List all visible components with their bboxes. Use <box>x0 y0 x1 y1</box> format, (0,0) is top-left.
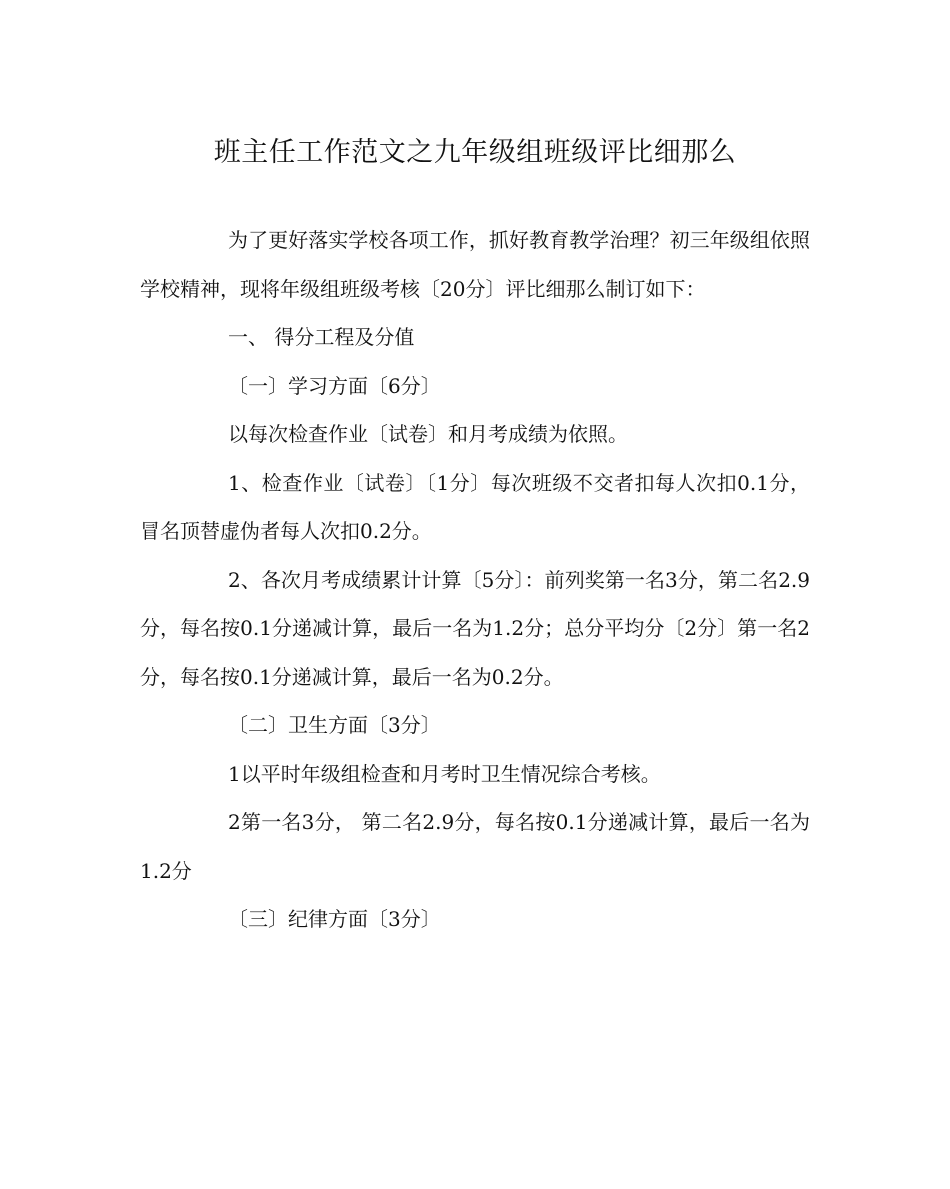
paragraph-subsection-hygiene: 〔二〕卫生方面〔3分〕 <box>228 713 441 737</box>
paragraph-intro: 为了更好落实学校各项工作，抓好教育教学治理？初三年级组依照学校精神，现将年级组班级考核〔20分〕评比细那么制订如下： <box>140 228 810 301</box>
document-title: 班主任工作范文之九年级组班级评比细那么 <box>213 137 737 168</box>
document-body <box>140 216 810 944</box>
paragraph-hygiene-scoring: 2第一名3分， 第二名2.9分，每名按0.1分递减计算，最后一名为1.2分 <box>140 810 810 883</box>
paragraph-homework-rule: 1、检查作业〔试卷〕〔1分〕每次班级不交者扣每人次扣0.1分，冒名顶替虚伪者每人次扣0.2分。 <box>140 470 810 543</box>
paragraph-exam-rule: 2、各次月考成绩累计计算〔5分〕：前列奖第一名3分，第二名2.9分，每名按0.1分递减计算，最后一名为1.2分；总分平均分〔2分〕第一名2分，每名按0.1分递减计算，最后一名为0.2分。 <box>140 567 810 689</box>
paragraph-study-basis: 以每次检查作业〔试卷〕和月考成绩为依照。 <box>228 422 628 446</box>
paragraph-hygiene-basis: 1以平时年级组检查和月考时卫生情况综合考核。 <box>228 761 661 786</box>
paragraph-section-heading: 一、 得分工程及分值 <box>228 325 415 349</box>
paragraph-subsection-discipline: 〔三〕纪律方面〔3分〕 <box>228 907 441 931</box>
paragraph-subsection-study: 〔一〕学习方面〔6分〕 <box>228 373 441 398</box>
